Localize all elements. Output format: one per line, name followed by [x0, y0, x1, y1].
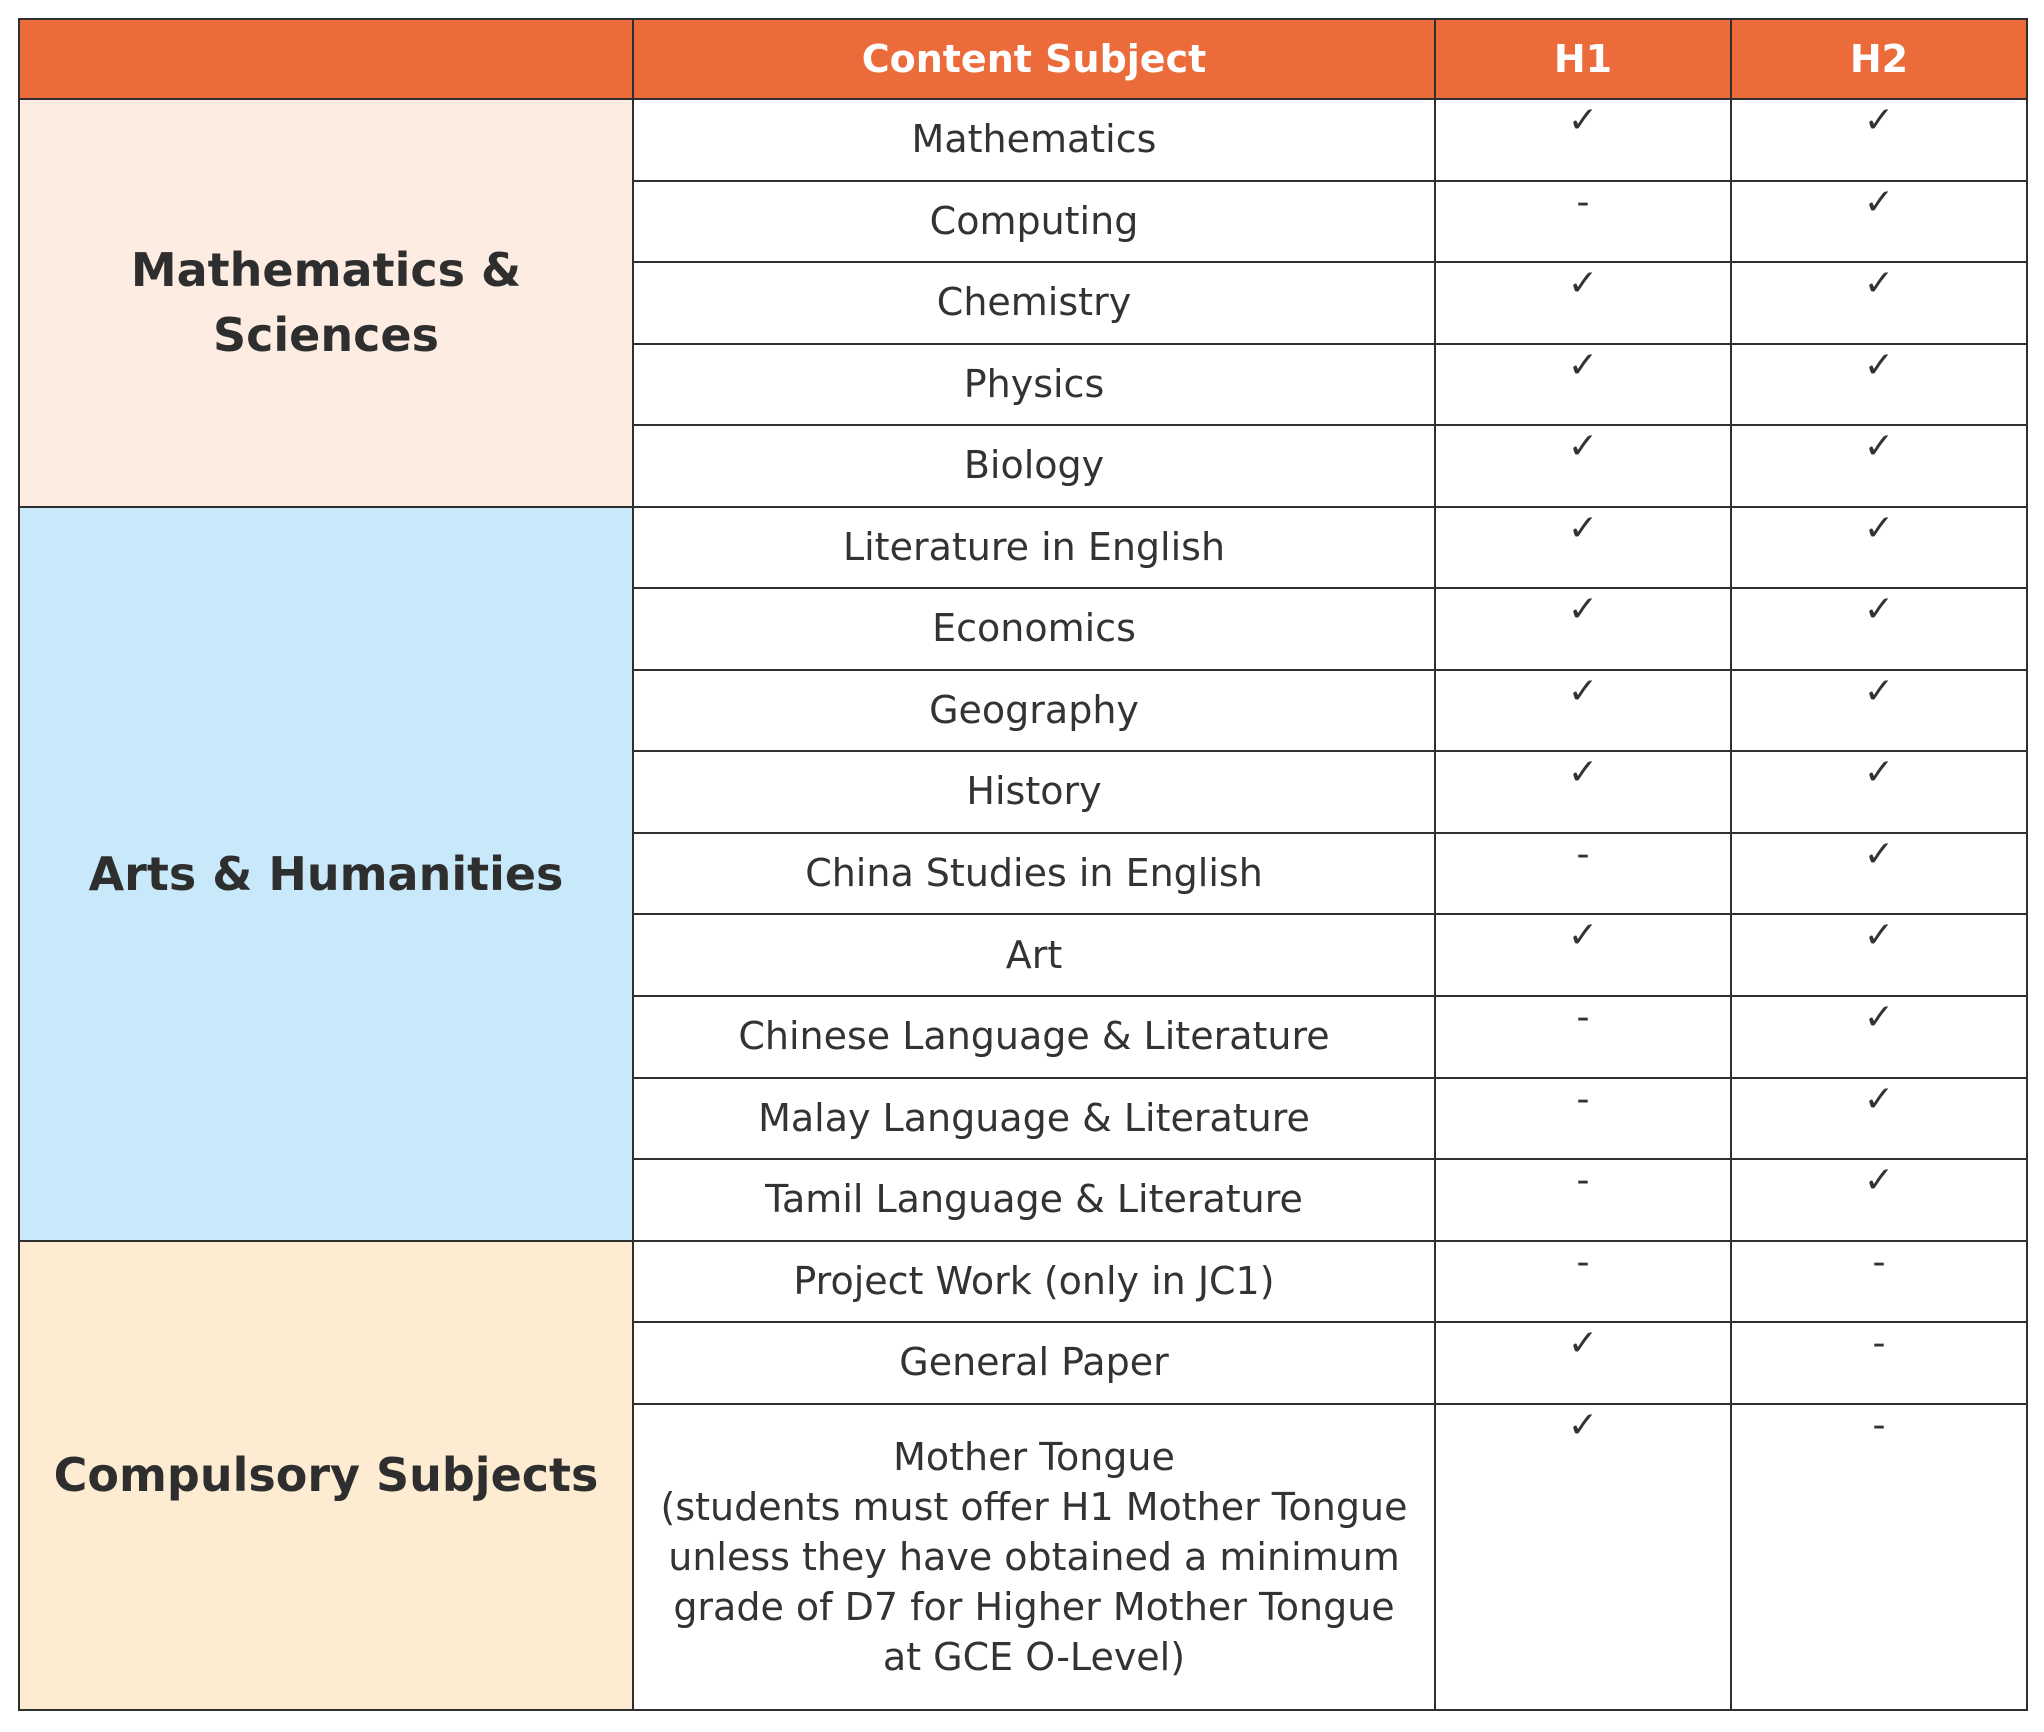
header-group	[19, 19, 633, 99]
h1-availability-cell: -	[1435, 996, 1731, 1078]
category-cell: Compulsory Subjects	[19, 1241, 633, 1710]
h2-availability-cell: ✓	[1731, 99, 2027, 181]
h1-availability-cell: ✓	[1435, 751, 1731, 833]
header-content-subject: Content Subject	[633, 19, 1435, 99]
h2-availability-cell: -	[1731, 1241, 2027, 1323]
table-row	[19, 1241, 2027, 1323]
subject-cell: Biology	[633, 425, 1435, 507]
h2-availability-cell: ✓	[1731, 1159, 2027, 1241]
subject-cell: Physics	[633, 344, 1435, 426]
subject-cell: Economics	[633, 588, 1435, 670]
subject-cell: Chinese Language & Literature	[633, 996, 1435, 1078]
subject-table	[18, 18, 2028, 1711]
header-h2: H2	[1731, 19, 2027, 99]
subject-cell: Chemistry	[633, 262, 1435, 344]
h1-availability-cell: ✓	[1435, 507, 1731, 589]
header-row	[19, 19, 2027, 99]
h1-availability-cell: ✓	[1435, 344, 1731, 426]
h1-availability-cell: ✓	[1435, 670, 1731, 752]
subject-cell: Geography	[633, 670, 1435, 752]
category-cell: Mathematics & Sciences	[19, 99, 633, 507]
h2-availability-cell: ✓	[1731, 588, 2027, 670]
h2-availability-cell: ✓	[1731, 833, 2027, 915]
h1-availability-cell: ✓	[1435, 588, 1731, 670]
h2-availability-cell: ✓	[1731, 425, 2027, 507]
subject-cell: Mathematics	[633, 99, 1435, 181]
subject-cell: Literature in English	[633, 507, 1435, 589]
h2-availability-cell: ✓	[1731, 1078, 2027, 1160]
h1-availability-cell: ✓	[1435, 1322, 1731, 1404]
subject-cell: General Paper	[633, 1322, 1435, 1404]
h2-availability-cell: ✓	[1731, 344, 2027, 426]
h2-availability-cell: ✓	[1731, 262, 2027, 344]
h2-availability-cell: ✓	[1731, 670, 2027, 752]
table-row	[19, 507, 2027, 589]
subject-cell: Malay Language & Literature	[633, 1078, 1435, 1160]
h1-availability-cell: ✓	[1435, 914, 1731, 996]
subject-cell: Tamil Language & Literature	[633, 1159, 1435, 1241]
h1-availability-cell: ✓	[1435, 99, 1731, 181]
h1-availability-cell: -	[1435, 181, 1731, 263]
h1-availability-cell: ✓	[1435, 425, 1731, 507]
h1-availability-cell: -	[1435, 1159, 1731, 1241]
h2-availability-cell: -	[1731, 1404, 2027, 1710]
h2-availability-cell: ✓	[1731, 507, 2027, 589]
h1-availability-cell: -	[1435, 1078, 1731, 1160]
table-row	[19, 99, 2027, 181]
table-body	[19, 99, 2027, 1710]
category-cell: Arts & Humanities	[19, 507, 633, 1241]
h1-availability-cell: ✓	[1435, 262, 1731, 344]
subject-cell: History	[633, 751, 1435, 833]
h2-availability-cell: ✓	[1731, 996, 2027, 1078]
h1-availability-cell: -	[1435, 1241, 1731, 1323]
h2-availability-cell: ✓	[1731, 181, 2027, 263]
h2-availability-cell: ✓	[1731, 751, 2027, 833]
h2-availability-cell: -	[1731, 1322, 2027, 1404]
header-h1: H1	[1435, 19, 1731, 99]
subject-cell: Art	[633, 914, 1435, 996]
subject-cell: Project Work (only in JC1)	[633, 1241, 1435, 1323]
subject-cell: China Studies in English	[633, 833, 1435, 915]
subject-cell: Mother Tongue (students must offer H1 Mother Tongue unless they have obtained a minimum grade of D7 for Higher Mother Tongue at GCE O-Level)	[633, 1404, 1435, 1710]
h1-availability-cell: -	[1435, 833, 1731, 915]
h2-availability-cell: ✓	[1731, 914, 2027, 996]
h1-availability-cell: ✓	[1435, 1404, 1731, 1710]
subject-cell: Computing	[633, 181, 1435, 263]
